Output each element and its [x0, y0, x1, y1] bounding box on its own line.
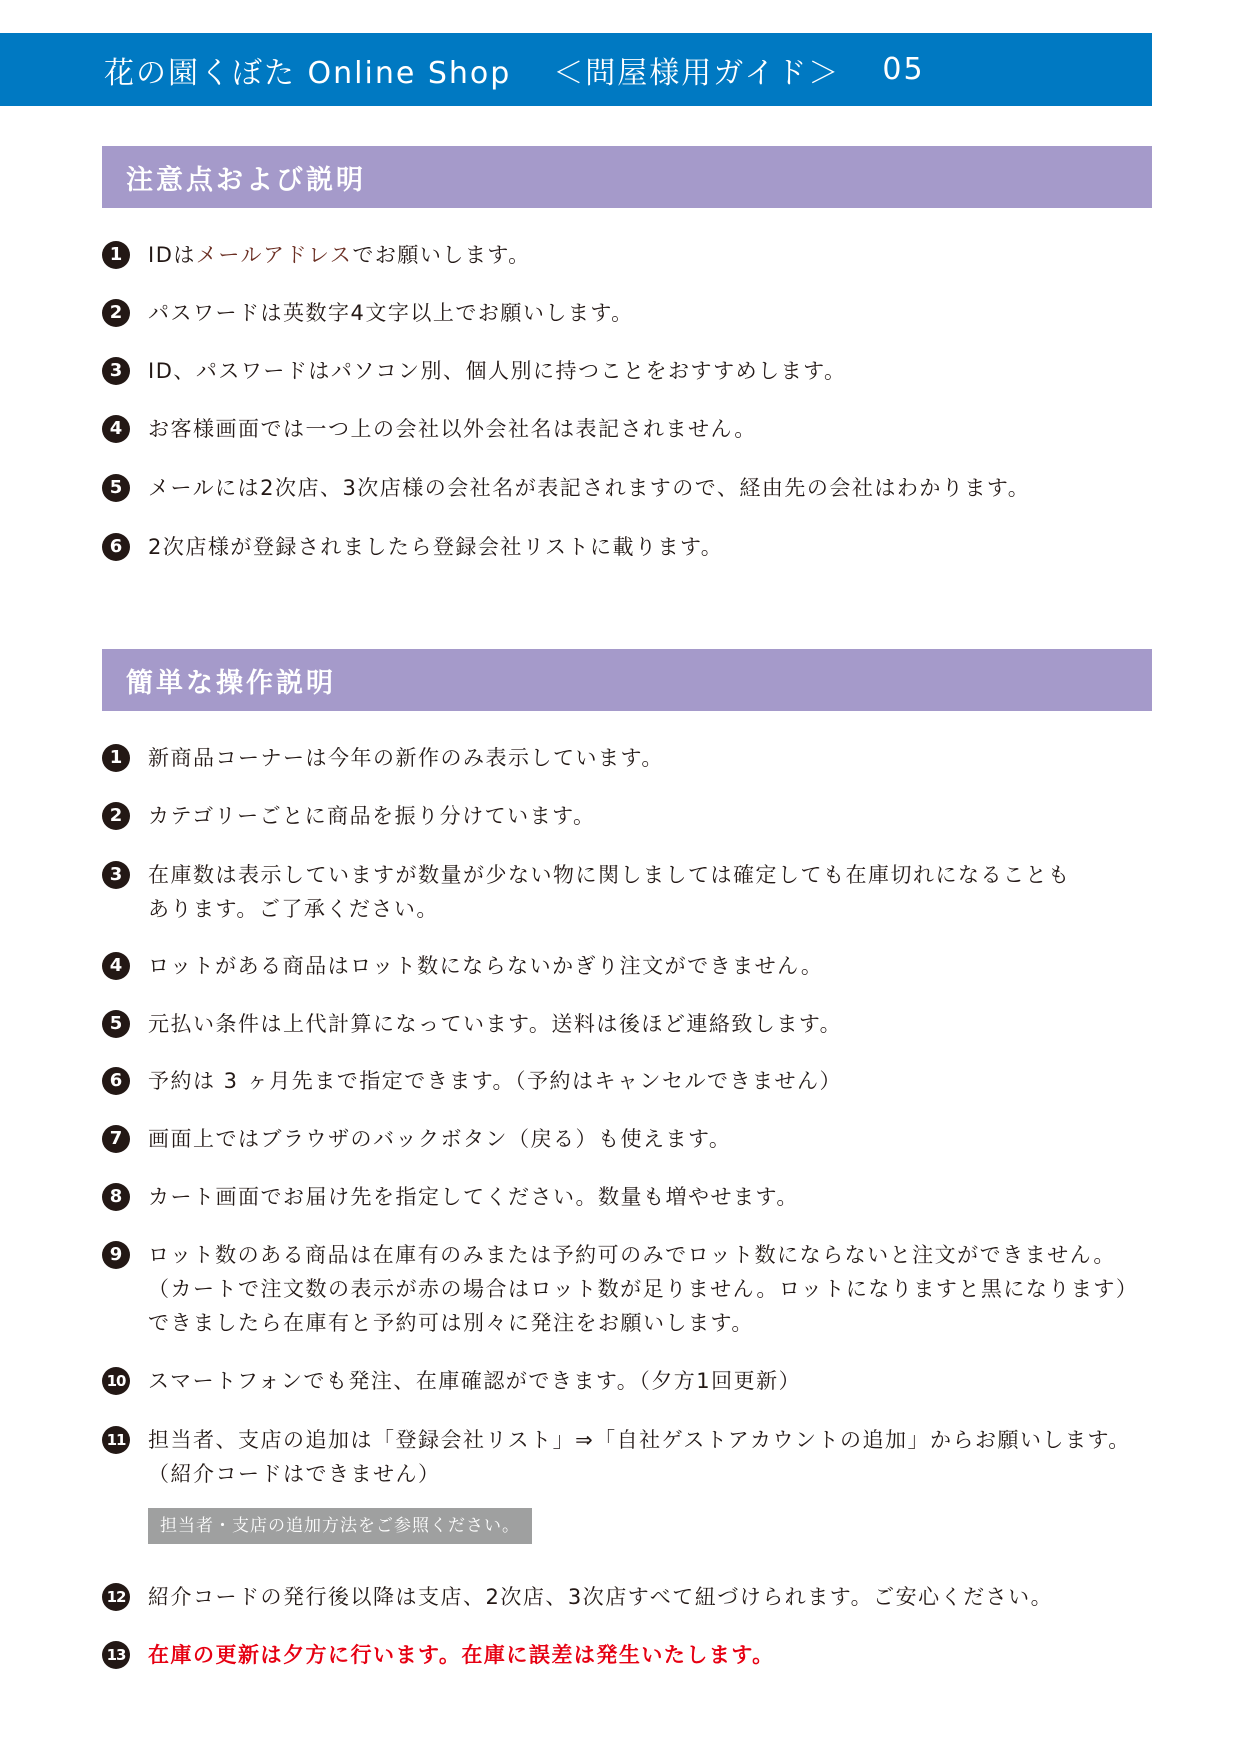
- email-address-emphasis: メールアドレス: [195, 243, 353, 267]
- notes-item-text: 2次店様が登録されましたら登録会社リストに載ります。: [148, 535, 724, 559]
- ops-item-text: 在庫数は表示していますが数量が少ない物に関しましては確定しても在庫切れになることも あります。ご了承ください。: [148, 863, 1071, 921]
- ops-item-11: [102, 1423, 1162, 1491]
- notes-item-text: お客様画面では一つ上の会社以外会社名は表記されません。: [148, 417, 757, 441]
- notes-item-1: [102, 238, 1162, 272]
- ops-item-text: ロット数のある商品は在庫有のみまたは予約可のみでロット数にならないと注文ができません。 （カートで注文数の表示が赤の場合はロット数が足りません。ロットになりますと黒になります） できましたら在庫有と予約可は別々に発注をお願いします。: [148, 1243, 1139, 1335]
- ops-item-text: カート画面でお届け先を指定してください。数量も増やせます。: [148, 1185, 799, 1209]
- number-badge: 4: [102, 952, 130, 980]
- stock-update-warning: 在庫の更新は夕方に行います。在庫に誤差は発生いたします。: [148, 1643, 775, 1667]
- shop-name: 花の園くぼた Online Shop: [104, 55, 512, 91]
- ops-item-text: 元払い条件は上代計算になっています。送料は後ほど連絡致します。: [148, 1012, 843, 1036]
- ops-item-6: [102, 1064, 1162, 1098]
- notes-item-5: [102, 471, 1162, 505]
- ops-item-5: [102, 1007, 1162, 1041]
- ops-item-9: [102, 1238, 1162, 1340]
- number-badge: 3: [102, 861, 130, 889]
- number-badge: 5: [102, 1010, 130, 1038]
- ops-item-text: 画面上ではブラウザのバックボタン（戻る）も使えます。: [148, 1127, 732, 1151]
- number-badge: 1: [102, 744, 130, 772]
- number-badge: 10: [102, 1367, 130, 1395]
- ops-item-13: [102, 1638, 1162, 1672]
- add-method-reference-badge: 担当者・支店の追加方法をご参照ください。: [148, 1508, 532, 1544]
- notes-item-2: [102, 296, 1162, 330]
- number-badge: 1: [102, 241, 130, 269]
- ops-item-text: スマートフォンでも発注、在庫確認ができます。（夕方1回更新）: [148, 1369, 802, 1393]
- ops-item-3: [102, 858, 1162, 926]
- number-badge: 7: [102, 1125, 130, 1153]
- notes-item-text: IDはメールアドレスでお願いします。: [148, 243, 531, 267]
- number-badge: 4: [102, 415, 130, 443]
- ops-item-text: 新商品コーナーは今年の新作のみ表示しています。: [148, 746, 664, 770]
- notes-item-text: メールには2次店、3次店様の会社名が表記されますので、経由先の会社はわかります。: [148, 476, 1031, 500]
- number-badge: 11: [102, 1426, 130, 1454]
- number-badge: 13: [102, 1641, 130, 1669]
- guide-title: ＜問屋様用ガイド＞: [553, 55, 841, 91]
- number-badge: 6: [102, 1067, 130, 1095]
- ops-item-4: [102, 949, 1162, 983]
- page-header: [0, 33, 1152, 106]
- ops-item-12: [102, 1580, 1162, 1614]
- ops-item-8: [102, 1180, 1162, 1214]
- number-badge: 6: [102, 533, 130, 561]
- page-number: 05: [882, 52, 925, 87]
- number-badge: 5: [102, 474, 130, 502]
- ops-item-10: [102, 1364, 1162, 1398]
- notes-item-4: [102, 412, 1162, 446]
- number-badge: 3: [102, 357, 130, 385]
- notes-item-text: ID、パスワードはパソコン別、個人別に持つことをおすすめします。: [148, 359, 847, 383]
- ops-item-1: [102, 741, 1162, 775]
- notes-item-3: [102, 354, 1162, 388]
- number-badge: 8: [102, 1183, 130, 1211]
- ops-item-2: [102, 799, 1162, 833]
- number-badge: 12: [102, 1583, 130, 1611]
- number-badge: 2: [102, 299, 130, 327]
- notes-section-title: 注意点および説明: [102, 146, 1152, 208]
- ops-item-text: ロットがある商品はロット数にならないかぎり注文ができません。: [148, 954, 824, 978]
- ops-item-7: [102, 1122, 1162, 1156]
- ops-item-text: 紹介コードの発行後以降は支店、2次店、3次店すべて紐づけられます。ご安心ください。: [148, 1585, 1054, 1609]
- number-badge: 2: [102, 802, 130, 830]
- ops-section-title: 簡単な操作説明: [102, 649, 1152, 711]
- number-badge: 9: [102, 1241, 130, 1269]
- ops-item-text: カテゴリーごとに商品を振り分けています。: [148, 804, 596, 828]
- ops-item-text: 担当者、支店の追加は「登録会社リスト」⇒「自社ゲストアカウントの追加」からお願いします。 （紹介コードはできません）: [148, 1428, 1131, 1486]
- notes-item-text: パスワードは英数字4文字以上でお願いします。: [148, 301, 634, 325]
- notes-item-6: [102, 530, 1162, 564]
- ops-item-text: 予約は 3 ヶ月先まで指定できます。（予約はキャンセルできません）: [148, 1069, 843, 1093]
